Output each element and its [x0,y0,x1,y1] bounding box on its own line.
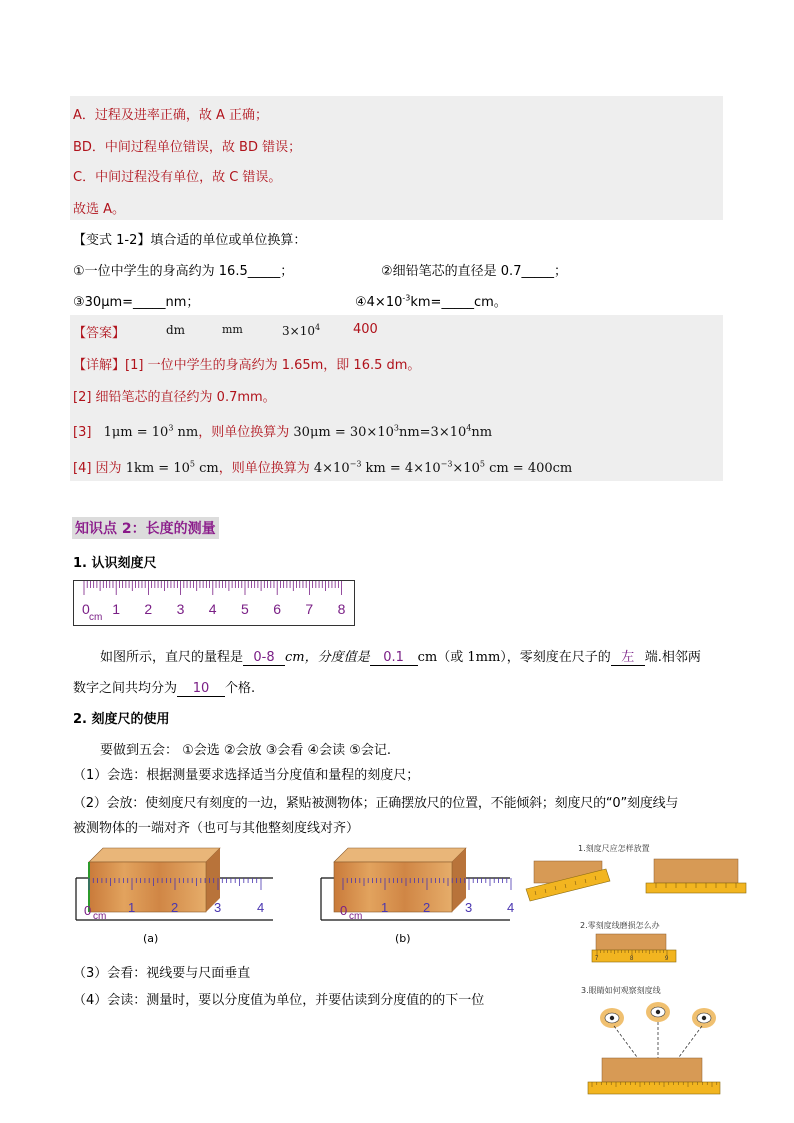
side-illustration-2 [590,932,680,968]
main-ruler [73,580,355,626]
blank-range: 0-8 [243,650,285,666]
figure-ruler-number-3: 3 [214,900,222,915]
ruler-unit-label: cm [89,612,103,623]
detail-2: [2] 细铅笔芯的直径约为 0.7mm。 [73,390,276,405]
rule-3: （3）会看：视线要与尺面垂直 [73,966,251,981]
side-caption-1: 1.刻度尺应怎样放置 [578,844,650,853]
detail-1: 【详解】[1] 一位中学生的身高约为 1.65m，即 16.5 dm。 [73,358,421,373]
blank-count: 10 [177,681,225,697]
variant-q4: $④4\times 10^{-3}km=\_\_\_\_\_cm$。 [355,293,507,310]
figure-ruler-number-2: 2 [171,900,179,915]
eye-icon-right [692,1008,716,1028]
answer-line-c: C．中间过程没有单位，故 C 错误。 [73,170,282,185]
figure-ruler-number-4: 4 [507,900,515,915]
figure-ruler-number-1: 1 [128,900,136,915]
variant-q3: ③30μm=_____nm； [73,295,200,310]
five-rules: 要做到五会： ①会选 ②会放 ③会看 ④会读 ⑤会记. [100,743,392,758]
figure-ruler-number-4: 4 [257,900,265,915]
side-ruler-num-8: 8 [630,956,634,962]
figure-ruler-number-1: 1 [381,900,389,915]
blank-side: 左 [611,646,645,666]
ruler-number-3: 3 [176,601,185,617]
side-ruler-num-7: 7 [595,956,599,962]
side-illustration-3 [582,996,732,1100]
rule-1: （1）会选：根据测量要求选择适当分度值和量程的刻度尺； [73,768,420,783]
rule-2a: （2）会放：使刻度尺有刻度的一边，紧贴被测物体；正确摆放尺的位置，不能倾斜；刻度尺的“0”刻度线与 [73,796,679,811]
fig-b-unit: cm [349,911,363,922]
answer-4: 400 [353,322,378,337]
side-illustration-1 [522,855,754,905]
variant-title: 【变式 1-2】填合适的单位或单位换算： [73,233,307,248]
ruler-number-1: 1 [112,601,120,617]
rule-2b: 被测物体的一端对齐（也可与其他整刻度线对齐） [73,821,360,836]
variant-q1: ①一位中学生的身高约为 16.5_____； [73,264,294,279]
ruler-number-6: 6 [273,601,281,617]
subheading-1: 1. 认识刻度尺 [73,556,157,571]
variant-q2: ②细铅笔芯的直径是 0.7_____； [381,264,567,279]
ruler-zero-label: 0 [82,601,90,617]
fig-a-unit: cm [93,911,107,922]
side-caption-2: 2.零刻度线磨损怎么办 [580,921,660,930]
section-heading: 知识点 2：长度的测量 [72,517,219,539]
ruler-number-5: 5 [241,601,249,617]
side-caption-3: 3.眼睛如何观察刻度线 [581,986,661,995]
blank-division: 0.1 [370,650,418,666]
side-ruler-num-9: 9 [665,956,669,962]
answer-line-bd: BD．中间过程单位错误，故 BD 错误； [73,140,302,155]
ruler-number-8: 8 [337,601,346,617]
fig-b-zero: 0 [340,903,348,918]
answer-2: mm [222,323,243,336]
eye-icon-left [600,1008,624,1028]
answer-choice: 故选 A。 [73,202,126,217]
answer-3: $3\times 10^4$ [282,323,321,338]
ruler-paragraph-2: 数字之间共均分为 10 个格. [73,681,256,696]
ruler-number-2: 2 [144,601,153,617]
figure-a [73,840,273,926]
eye-icon-center [646,1002,670,1022]
answer-line-a: A．过程及进率正确，故 A 正确； [73,108,269,123]
answer-label: 【答案】 [73,326,126,341]
ruler-number-4: 4 [208,601,217,617]
figure-ruler-number-2: 2 [423,900,431,915]
ruler-number-7: 7 [305,601,314,617]
subheading-2: 2. 刻度尺的使用 [73,712,170,727]
fig-a-zero: 0 [84,903,92,918]
figure-b [320,840,515,926]
detail-3: [3] $1\mu m = 10^3$ nm，则单位换算为 $30\mu m = 30\times 10^3nm=3\times 10^4nm$ [73,423,493,440]
rule-4: （4）会读：测量时，要以分度值为单位，并要估读到分度值的的下一位 [73,993,485,1008]
answer-1: dm [166,323,186,337]
figure-ruler-number-3: 3 [465,900,473,915]
figure-b-label: (b) [395,932,411,945]
ruler-paragraph-1: 如图所示，直尺的量程是 0-8 cm，分度值是 0.1 cm（或 1mm），零刻度在尺子的 左 端.相邻两 [100,646,701,666]
figure-a-label: (a) [143,932,159,945]
detail-4: [4] 因为 $1km = 10^5$ cm，则单位换算为 $4\times 10^{-3}$ km = $4\times 10^{-3}\times 10^5$ cm = 400cm [73,459,573,476]
